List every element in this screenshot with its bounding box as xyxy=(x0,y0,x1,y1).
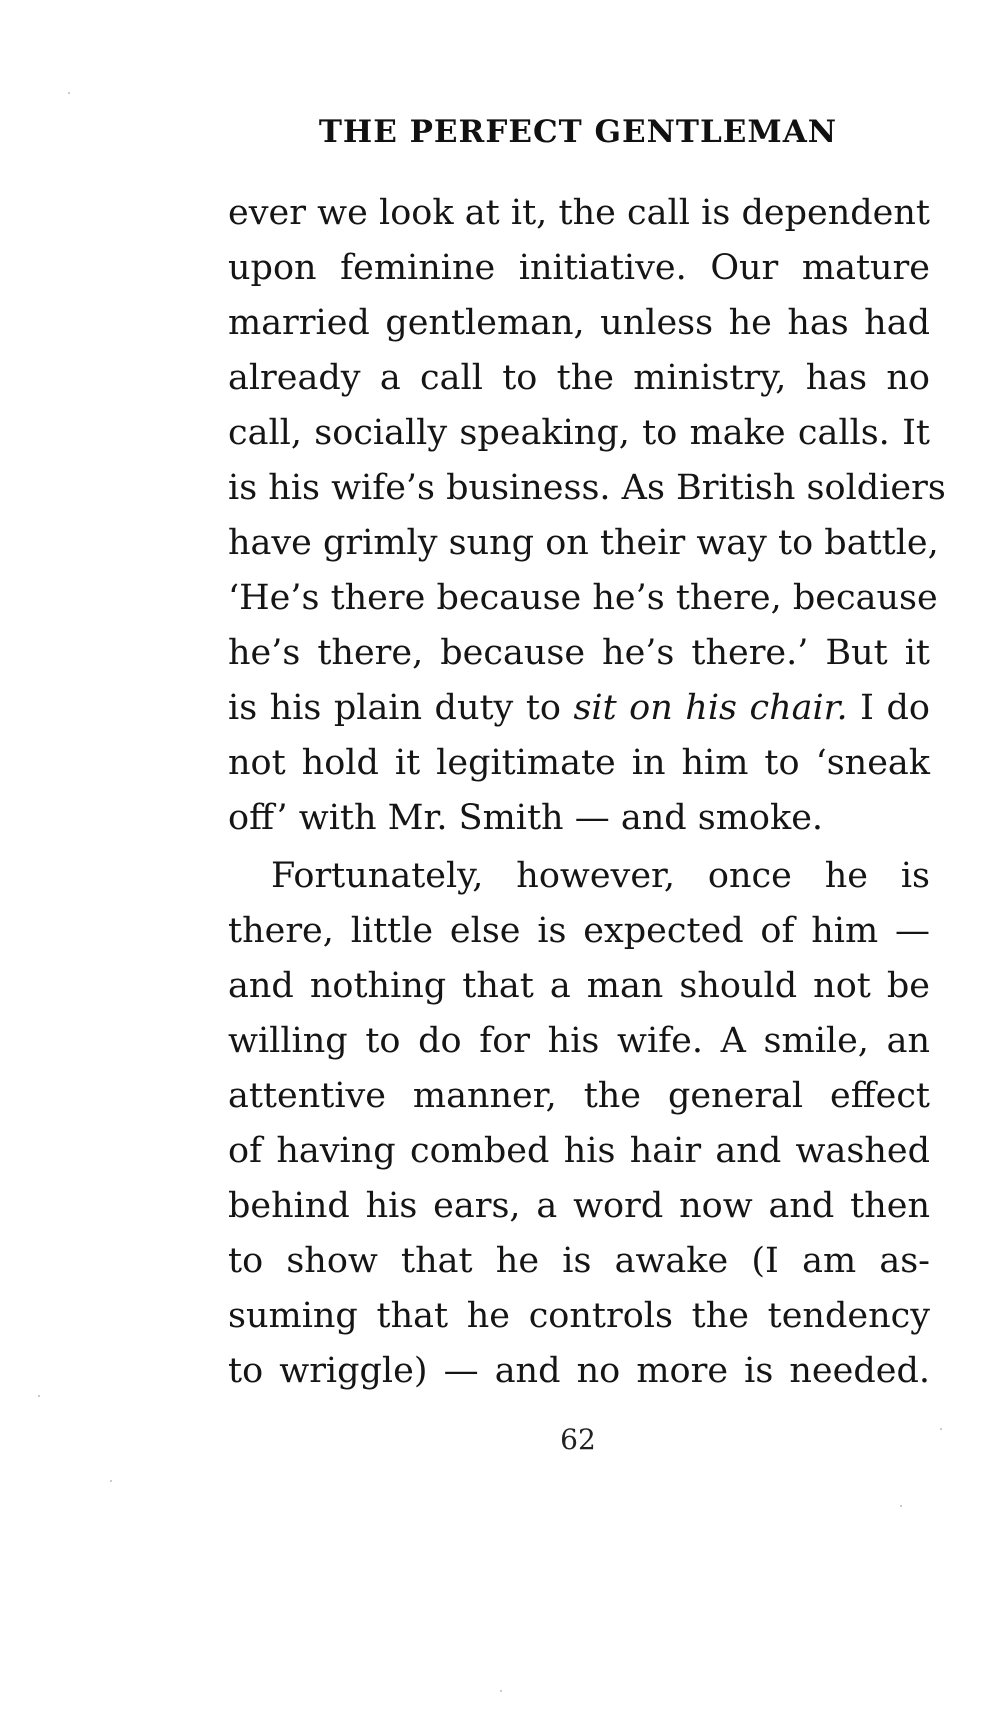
text-line: upon feminine initiative. Our mature xyxy=(228,248,930,288)
text-line: he’s there, because he’s there.’ But it xyxy=(228,633,930,673)
text-line: Fortunately, however, once he is xyxy=(271,856,930,896)
text-line: ever we look at it, the call is dependent xyxy=(228,193,930,233)
text-line: and nothing that a man should not be xyxy=(228,966,930,1006)
paper-speck xyxy=(500,1690,502,1692)
text-line: willing to do for his wife. A smile, an xyxy=(228,1021,930,1061)
text-line: already a call to the ministry, has no xyxy=(228,358,930,398)
text-line: call, socially speaking, to make calls. It xyxy=(228,413,930,453)
text-line xyxy=(228,681,930,736)
text-line: of having combed his hair and washed xyxy=(228,1131,930,1171)
text-line: not hold it legitimate in him to ‘sneak xyxy=(228,743,930,783)
text-line: suming that he controls the tendency xyxy=(228,1296,930,1336)
text-line: behind his ears, a word now and then xyxy=(228,1186,930,1226)
text-line: is his wife’s business. As British soldiers xyxy=(228,468,946,508)
paper-speck xyxy=(900,1505,902,1507)
text-line: ‘He’s there because he’s there, because xyxy=(228,578,938,618)
text-line: attentive manner, the general effect xyxy=(228,1076,930,1116)
paragraph-2 xyxy=(228,849,930,1399)
text-line: have grimly sung on their way to battle, xyxy=(228,523,939,563)
italic-phrase: sit on his chair. xyxy=(573,688,848,728)
page-number: 62 xyxy=(560,1423,596,1456)
text-run: is his plain duty to xyxy=(228,688,574,728)
paper-speck xyxy=(110,1480,112,1482)
body-text xyxy=(228,186,946,1399)
text-line: there, little else is expected of him — xyxy=(228,911,930,951)
text-line: off’ with Mr. Smith — and smoke. xyxy=(228,798,824,838)
text-run: I do xyxy=(847,688,930,728)
paper-speck xyxy=(68,92,70,94)
paper-speck xyxy=(940,1428,942,1430)
paragraph-1 xyxy=(228,186,946,846)
text-line: to show that he is awake (I am as- xyxy=(228,1241,930,1281)
running-head: THE PERFECT GENTLEMAN xyxy=(318,114,838,150)
text-line: married gentleman, unless he has had xyxy=(228,303,930,343)
paper-speck xyxy=(38,1395,40,1397)
text-line: to wriggle) — and no more is needed. xyxy=(228,1351,930,1391)
